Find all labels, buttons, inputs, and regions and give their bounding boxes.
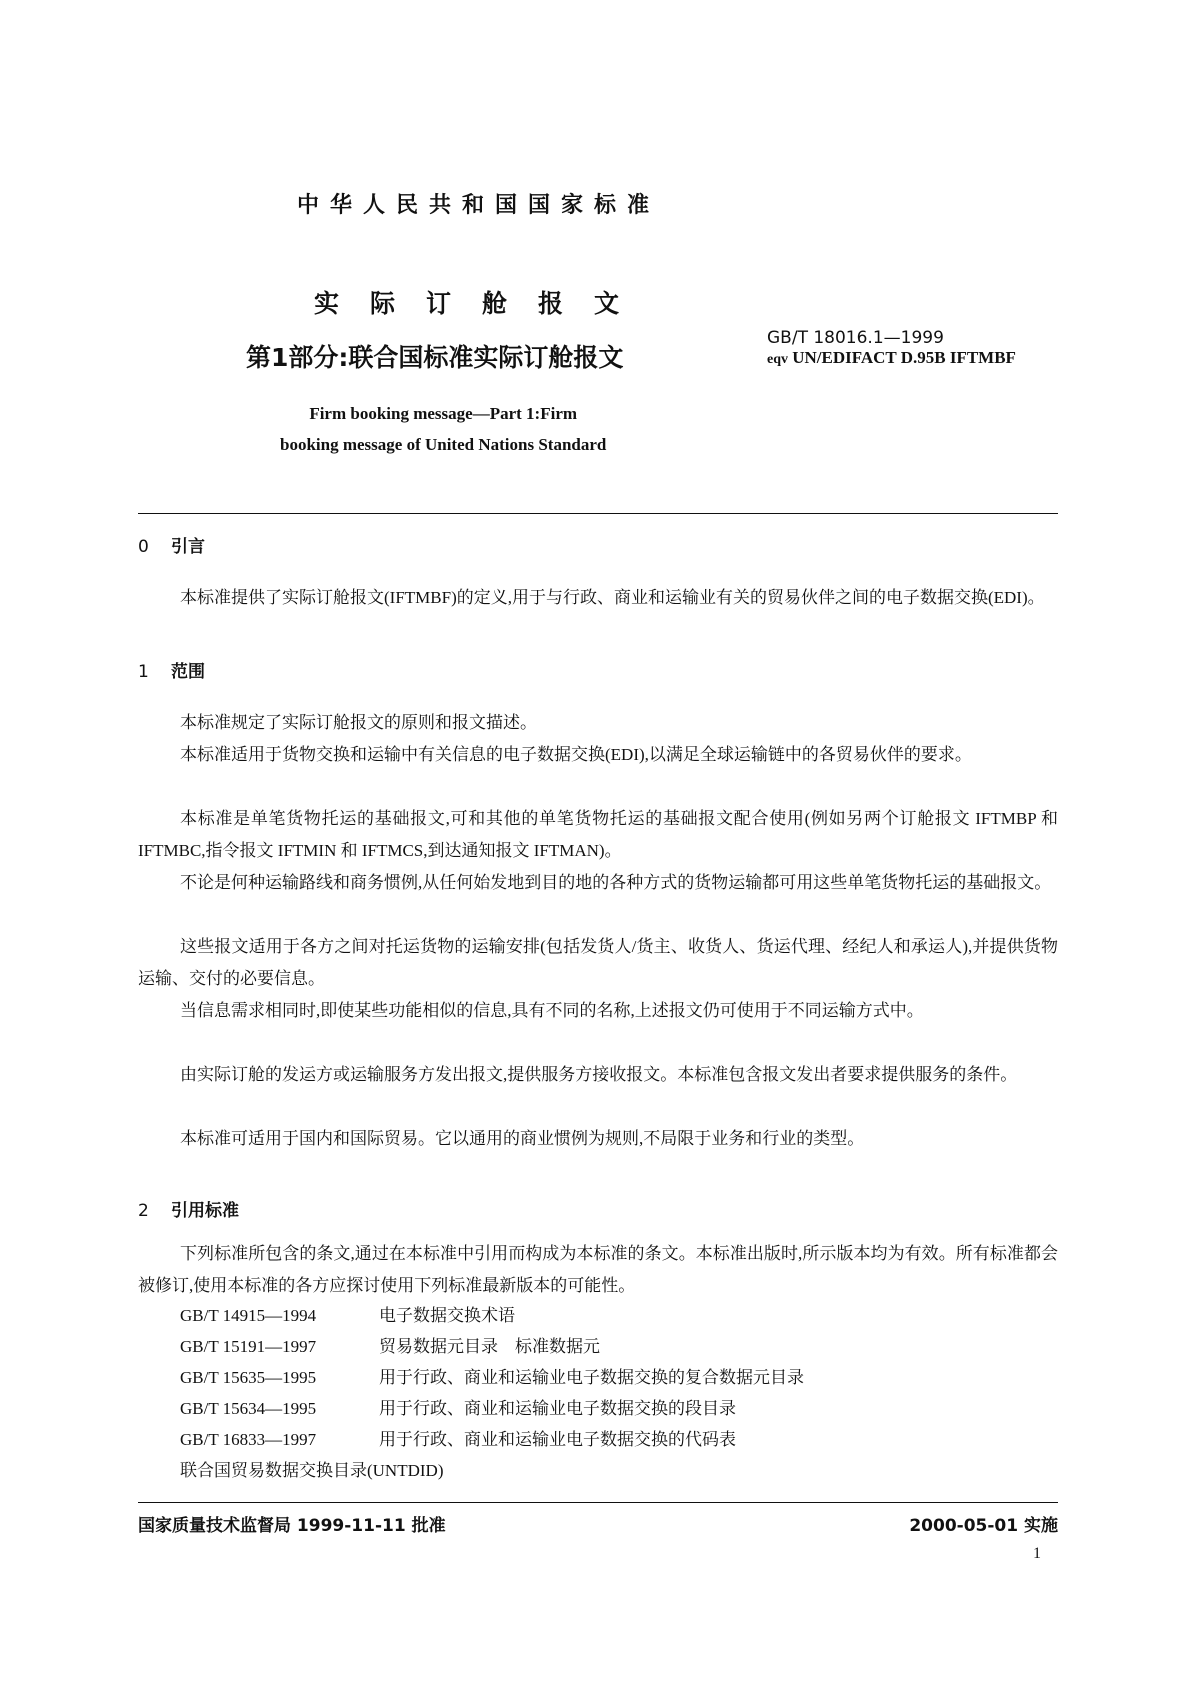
reference-code: GB/T 16833—1997 bbox=[180, 1430, 317, 1449]
section-heading-scope bbox=[138, 657, 205, 682]
section-title: 引言 bbox=[171, 537, 205, 557]
paragraph: 本标准是单笔货物托运的基础报文,可和其他的单笔货物托运的基础报文配合使用(例如另两个订舱报文 IFTMBP 和 IFTMBC,指令报文 IFTMIN 和 IFTMCS,到达通知报文 IFTMAN)。 bbox=[138, 809, 1058, 860]
reference-item bbox=[180, 1300, 804, 1331]
section-number: 0 bbox=[138, 537, 149, 557]
section-heading-introduction bbox=[138, 532, 205, 557]
reference-list bbox=[180, 1300, 804, 1486]
section-heading-normative-references bbox=[138, 1196, 239, 1221]
paragraph: 本标准提供了实际订舱报文(IFTMBF)的定义,用于与行政、商业和运输业有关的贸易伙伴之间的电子数据交换(EDI)。 bbox=[180, 588, 1045, 607]
section-number: 1 bbox=[138, 662, 149, 682]
paragraph: 不论是何种运输路线和商务惯例,从任何始发地到目的地的各种方式的货物运输都可用这些单笔货物托运的基础报文。 bbox=[180, 873, 1052, 892]
standard-code: GB/T 18016.1—1999 bbox=[767, 328, 944, 348]
document-title: 实际订舱报文 bbox=[314, 289, 651, 318]
english-title-line1: Firm booking message—Part 1:Firm bbox=[309, 404, 578, 423]
section-title: 引用标准 bbox=[171, 1201, 239, 1221]
paragraph: 由实际订舱的发运方或运输服务方发出报文,提供服务方接收报文。本标准包含报文发出者要求提供服务的条件。 bbox=[180, 1065, 1018, 1084]
paragraph: 本标准适用于货物交换和运输中有关信息的电子数据交换(EDI),以满足全球运输链中的各贸易伙伴的要求。 bbox=[180, 745, 972, 764]
paragraph: 下列标准所包含的条文,通过在本标准中引用而构成为本标准的条文。本标准出版时,所示版本均为有效。所有标准都会被修订,使用本标准的各方应探讨使用下列标准最新版本的可能性。 bbox=[138, 1244, 1058, 1295]
equivalent-prefix: eqv bbox=[767, 352, 788, 367]
footer-divider bbox=[138, 1502, 1058, 1503]
paragraph: 本标准可适用于国内和国际贸易。它以通用的商业惯例为规则,不局限于业务和行业的类型。 bbox=[180, 1129, 865, 1148]
reference-title: 电子数据交换术语 bbox=[379, 1306, 515, 1325]
standard-code-block bbox=[767, 329, 1016, 369]
reference-item bbox=[180, 1455, 804, 1486]
reference-title: 用于行政、商业和运输业电子数据交换的代码表 bbox=[379, 1430, 736, 1449]
english-title-line2: booking message of United Nations Standard bbox=[280, 435, 607, 454]
reference-code: GB/T 15191—1997 bbox=[180, 1337, 317, 1356]
reference-title: 用于行政、商业和运输业电子数据交换的段目录 bbox=[379, 1399, 736, 1418]
reference-item bbox=[180, 1362, 804, 1393]
reference-title: 用于行政、商业和运输业电子数据交换的复合数据元目录 bbox=[379, 1368, 804, 1387]
section-title: 范围 bbox=[171, 662, 205, 682]
reference-code: GB/T 15635—1995 bbox=[180, 1368, 317, 1387]
implementation-date: 2000-05-01 实施 bbox=[909, 1516, 1058, 1536]
reference-item bbox=[180, 1393, 804, 1424]
reference-code: GB/T 15634—1995 bbox=[180, 1399, 317, 1418]
reference-item bbox=[180, 1331, 804, 1362]
english-title bbox=[280, 398, 606, 460]
approval-info: 国家质量技术监督局 1999-11-11 批准 bbox=[138, 1516, 446, 1536]
reference-item bbox=[180, 1424, 804, 1455]
equivalent-standard-line bbox=[767, 348, 1016, 369]
paragraph: 当信息需求相同时,即使某些功能相似的信息,具有不同的名称,上述报文仍可使用于不同运输方式中。 bbox=[180, 1001, 924, 1020]
document-subtitle: 第1部分:联合国标准实际订舱报文 bbox=[246, 343, 624, 372]
paragraph: 这些报文适用于各方之间对托运货物的运输安排(包括发货人/货主、收货人、货运代理、经纪人和承运人),并提供货物运输、交付的必要信息。 bbox=[138, 937, 1058, 988]
page-number: 1 bbox=[1033, 1545, 1041, 1562]
reference-title: 贸易数据元目录 标准数据元 bbox=[379, 1337, 600, 1356]
national-standard-label: 中华人民共和国国家标准 bbox=[297, 193, 661, 218]
paragraph: 本标准规定了实际订舱报文的原则和报文描述。 bbox=[180, 713, 537, 732]
reference-title: 联合国贸易数据交换目录(UNTDID) bbox=[180, 1461, 444, 1480]
equivalent-standard: UN/EDIFACT D.95B IFTMBF bbox=[792, 348, 1016, 367]
header-divider bbox=[138, 513, 1058, 514]
section-number: 2 bbox=[138, 1201, 149, 1221]
reference-code: GB/T 14915—1994 bbox=[180, 1306, 317, 1325]
